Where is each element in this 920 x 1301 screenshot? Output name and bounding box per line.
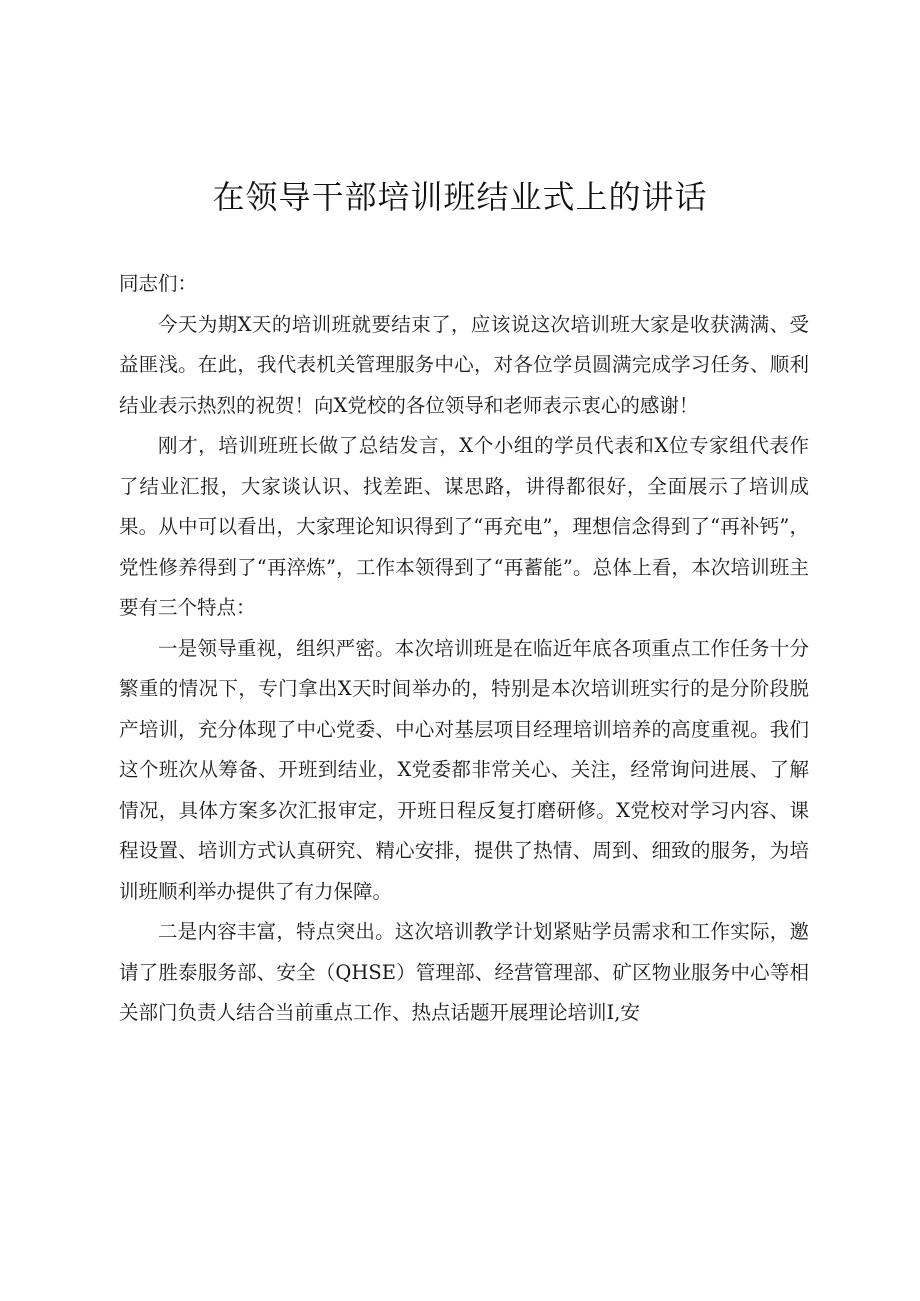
paragraph-feature-two: 二是内容丰富，特点突出。这次培训教学计划紧贴学员需求和工作实际，邀请了胜泰服务部、安全（QHSE）管理部、经营管理部、矿区物业服务中心等相关部门负责人结合当前重点工作、热点话题开展理论培训I,安 bbox=[119, 920, 809, 1024]
paragraph-feature-one: 一是领导重视，组织严密。本次培训班是在临近年底各项重点工作任务十分繁重的情况下，专门拿出X天时间举办的，特别是本次培训班实行的是分阶段脱产培训，充分体现了中心党委、中心对基层项目经理培训培养的高度重视。我们这个班次从筹备、开班到结业，X党委都非常关心、关注，经常询问进展、了解情况，具体方案多次汇报审定，开班日程反复打磨研修。X党校对学习内容、课程设置、培训方式认真研究、精心安排，提供了热情、周到、细致的服务，为培训班顺利举办提供了有力保障。 bbox=[119, 636, 809, 903]
greeting-line: 同志们： bbox=[119, 272, 198, 295]
document-body bbox=[119, 264, 809, 1034]
paragraph-summary: 刚才，培训班班长做了总结发言，X个小组的学员代表和X位专家组代表作了结业汇报，大家谈认识、找差距、谋思路，讲得都很好，全面展示了培训成果。从中可以看出，大家理论知识得到了“再充电”，理想信念得到了“再补钙”，党性修养得到了“再淬炼”，工作本领得到了“再蓄能”。总体上看，本次培训班主要有三个特点： bbox=[119, 434, 809, 619]
paragraph-opening: 今天为期X天的培训班就要结束了，应该说这次培训班大家是收获满满、受益匪浅。在此，我代表机关管理服务中心，对各位学员圆满完成学习任务、顺利结业表示热烈的祝贺！向X党校的各位领导和老师表示衷心的感谢！ bbox=[119, 312, 809, 417]
document-title: 在领导干部培训班结业式上的讲话 bbox=[212, 178, 708, 216]
